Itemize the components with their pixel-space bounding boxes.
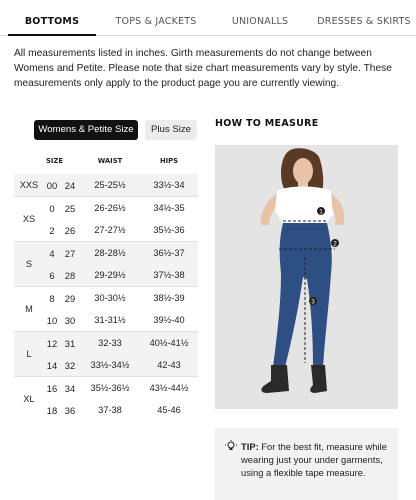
size-label: M [25, 304, 33, 314]
size-label: L [26, 349, 32, 359]
hips-value: 34½-35 [153, 203, 185, 213]
size-petite: 30 [64, 314, 76, 326]
size-group [14, 174, 198, 196]
tip-label: TIP: [241, 441, 259, 452]
size-petite: 28 [64, 269, 76, 281]
size-petite: 24 [64, 179, 76, 191]
size-group [14, 376, 198, 421]
size-petite: 26 [64, 224, 76, 236]
size-number: 14 [46, 359, 58, 371]
hips-value: 45-46 [157, 405, 181, 415]
table-row [44, 354, 198, 376]
size-petite: 31 [64, 337, 76, 349]
tab-bottoms[interactable]: BOTTOMS [0, 8, 104, 35]
size-group [14, 241, 198, 286]
hips-value: 36½-37 [153, 248, 185, 258]
womens-petite-size-button[interactable]: Womens & Petite Size [34, 120, 138, 140]
waist-value: 25-25½ [94, 180, 126, 190]
tab-tops-jackets[interactable]: TOPS & JACKETS [115, 16, 197, 27]
size-label: S [25, 259, 33, 269]
header-hips: HIPS [159, 157, 179, 165]
model-illustration [215, 145, 398, 409]
tab-unionalls[interactable]: UNIONALLS [231, 16, 289, 27]
hips-value: 40½-41½ [149, 338, 189, 348]
size-number: 16 [46, 382, 58, 394]
table-row [44, 174, 198, 196]
waist-value: 37-38 [98, 405, 122, 415]
lightbulb-icon [225, 440, 237, 455]
measurement-figure [215, 145, 398, 409]
size-petite: 27 [64, 247, 76, 259]
table-row [44, 309, 198, 331]
hips-value: 43½-44½ [149, 383, 189, 393]
size-number: 6 [49, 269, 55, 281]
size-number: 10 [46, 314, 58, 326]
size-number: 00 [46, 179, 58, 191]
size-petite: 32 [64, 359, 76, 371]
size-label: XXS [19, 180, 39, 190]
measurement-note: All measurements listed in inches. Girth measurements do not change between Womens and Petite. Please note that size chart measurements vary by style. These measurements only apply to the product page you are currently viewing. [14, 48, 392, 89]
waist-value: 28-28½ [94, 248, 126, 258]
size-number: 12 [46, 337, 58, 349]
size-group [14, 331, 198, 376]
tip-text: For the best fit, measure while wearing just your under garments, using a flexible tape measure. [241, 441, 387, 478]
header-waist: WAIST [97, 157, 123, 165]
size-petite: 29 [64, 292, 76, 304]
waist-value: 33½-34½ [90, 360, 130, 370]
waist-value: 27-27½ [94, 225, 126, 235]
size-petite: 25 [64, 202, 76, 214]
size-group [14, 196, 198, 241]
marker-1-label: 1 [319, 209, 323, 216]
hips-value: 38½-39 [153, 293, 185, 303]
size-number: 2 [49, 224, 55, 236]
table-row [44, 399, 198, 421]
header-size: SIZE [46, 157, 63, 165]
category-tabs [0, 8, 416, 36]
tip-box [215, 428, 398, 500]
waist-value: 32-33 [98, 338, 122, 348]
table-row [44, 197, 198, 219]
table-header [14, 148, 198, 174]
table-body [14, 174, 198, 421]
size-chart-table [14, 148, 198, 421]
table-row [44, 287, 198, 309]
hips-value: 42-43 [157, 360, 181, 370]
plus-size-button[interactable]: Plus Size [145, 120, 197, 140]
tab-dresses-skirts[interactable]: DRESSES & SKIRTS [317, 16, 411, 27]
marker-3-label: 3 [311, 299, 315, 306]
waist-value: 31-31½ [94, 315, 126, 325]
hips-value: 33½-34 [153, 180, 185, 190]
how-to-measure-title: HOW TO MEASURE [215, 118, 319, 129]
size-number: 0 [49, 202, 55, 214]
size-petite: 36 [64, 404, 76, 416]
waist-value: 35½-36½ [90, 383, 130, 393]
table-row [44, 377, 198, 399]
size-number: 18 [46, 404, 58, 416]
table-row [44, 264, 198, 286]
waist-value: 29-29½ [94, 270, 126, 280]
size-petite: 34 [64, 382, 76, 394]
hips-value: 37½-38 [153, 270, 185, 280]
size-group [14, 286, 198, 331]
waist-value: 30-30½ [94, 293, 126, 303]
waist-value: 26-26½ [94, 203, 126, 213]
size-label: XS [22, 214, 36, 224]
table-row [44, 242, 198, 264]
size-number: 4 [49, 247, 55, 259]
size-label: XL [23, 394, 35, 404]
marker-2-label: 2 [333, 241, 337, 248]
hips-value: 39½-40 [153, 315, 185, 325]
hips-value: 35½-36 [153, 225, 185, 235]
size-number: 8 [49, 292, 55, 304]
table-row [44, 219, 198, 241]
table-row [44, 332, 198, 354]
